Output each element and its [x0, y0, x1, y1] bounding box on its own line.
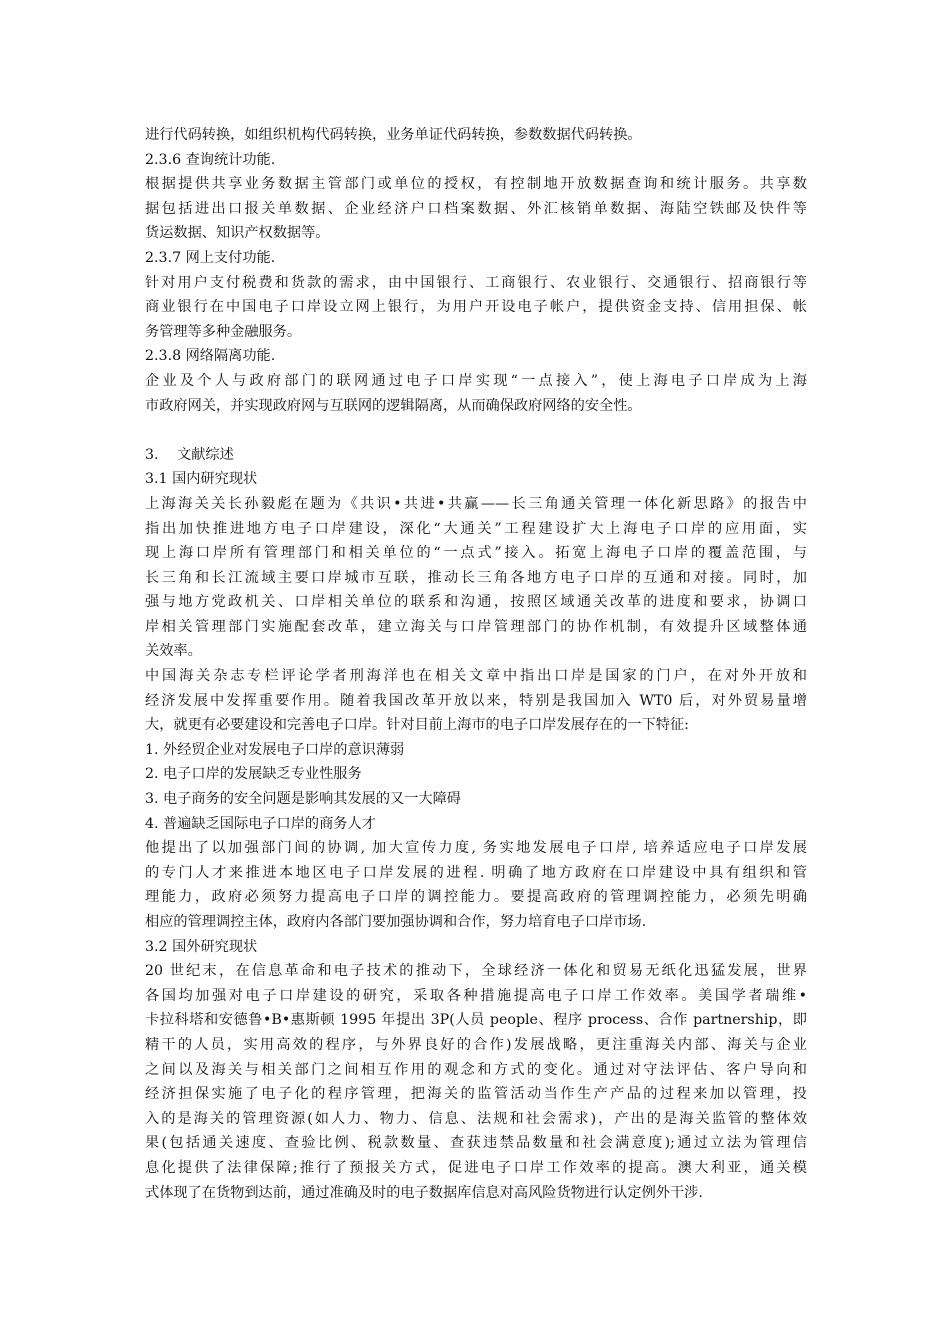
text-line: 上海海关关长孙毅彪在题为《共识•共进•共赢——长三角通关管理一体化新思路》的报告中 [145, 495, 807, 512]
text-line: 市政府网关，并实现政府网与互联网的逻辑隔离，从而确保政府网络的安全性。 [145, 397, 642, 414]
text-line: 指出加快推进地方电子口岸建设，深化“大通关”工程建设扩大上海电子口岸的应用面，实 [145, 520, 807, 537]
text-line: 各国均加强对电子口岸建设的研究，采取各种措施提高电子口岸工作效率。美国学者瑞维• [145, 987, 807, 1004]
text-line: 2. 电子口岸的发展缺乏专业性服务 [145, 766, 362, 783]
section-3-content [145, 467, 807, 1205]
paragraph [145, 836, 807, 934]
text-line: 长三角和长江流域主要口岸城市互联，推动长三角各地方电子口岸的互通和对接。同时，加 [145, 569, 807, 586]
text-line: 式体现了在货物到达前，通过准确及时的电子数据库信息对高风险货物进行认定例外干涉. [145, 1184, 703, 1201]
paragraph [145, 271, 807, 345]
section-3-heading [145, 443, 807, 468]
text-line: 理能力，政府必须努力提高电子口岸的调控能力。要提高政府的管理调控能力，必须先明确 [145, 889, 807, 906]
paragraph [145, 369, 807, 418]
paragraph [145, 664, 807, 738]
text-line: 果(包括通关速度、查验比例、税款数量、查获违禁品数量和社会满意度);通过立法为管理信 [145, 1135, 807, 1152]
paragraph [145, 467, 807, 492]
text-line: 之间以及海关与相关部门之间相互作用的观念和方式的变化。通过对守法评估、客户导向和 [145, 1061, 807, 1078]
text-line: 精干的人员，实用高效的程序，与外界良好的合作)发展战略，更注重海关内部、海关与企业 [145, 1036, 807, 1053]
text-line: 强与地方党政机关、口岸相关单位的联系和沟通，按照区域通关改革的进度和要求，协调口 [145, 594, 807, 611]
text-line: 现上海口岸所有管理部门和相关单位的“一点式”接入。拓宽上海电子口岸的覆盖范围，与 [145, 545, 807, 562]
text-line: 卡拉科塔和安德鲁•B•惠斯顿 1995 年提出 3P(人员 people、程序 process、合作 partnership，即 [145, 1012, 807, 1029]
text-line: 2.3.8 网络隔离功能. [145, 348, 276, 365]
paragraph [145, 738, 807, 763]
section-3-number: 3. [145, 446, 159, 463]
text-line: 关效率。 [145, 643, 202, 660]
text-line: 4. 普遍缺乏国际电子口岸的商务人才 [145, 815, 376, 832]
paragraph [145, 812, 807, 837]
paragraph [145, 492, 807, 664]
text-line: 3.1 国内研究现状 [145, 471, 258, 488]
text-line: 经济担保实施了电子化的程序管理，把海关的监管活动当作生产产品的过程来加以管理，投 [145, 1086, 807, 1103]
paragraph [145, 935, 807, 960]
text-line: 1. 外经贸企业对发展电子口岸的意识薄弱 [145, 741, 405, 758]
text-line: 20 世纪末，在信息革命和电子技术的推动下，全球经济一体化和贸易无纸化迅猛发展，世界 [145, 963, 807, 980]
text-line: 企业及个人与政府部门的联网通过电子口岸实现“一点接入”，使上海电子口岸成为上海 [145, 372, 807, 389]
paragraph [145, 762, 807, 787]
text-line: 入的是海关的管理资源(如人力、物力、信息、法规和社会需求)，产出的是海关监管的整体效 [145, 1110, 807, 1127]
text-line: 进行代码转换，如组织机构代码转换，业务单证代码转换，参数数据代码转换。 [145, 127, 642, 143]
text-line: 据包括进出口报关单数据、企业经济户口档案数据、外汇核销单数据、海陆空铁邮及快件等 [145, 200, 807, 217]
text-line: 息化提供了法律保障;推行了预报关方式，促进电子口岸工作效率的提高。澳大利亚，通关模 [145, 1159, 807, 1176]
section-2-3-content [145, 123, 807, 418]
paragraph [145, 959, 807, 1205]
paragraph [145, 787, 807, 812]
text-line: 2.3.6 查询统计功能. [145, 151, 276, 168]
text-line: 针对用户支付税费和货款的需求，由中国银行、工商银行、农业银行、交通银行、招商银行等 [145, 274, 807, 291]
text-line: 根据提供共享业务数据主管部门或单位的授权，有控制地开放数据查询和统计服务。共享数 [145, 176, 807, 193]
text-line: 3. 电子商务的安全问题是影响其发展的又一大障碍 [145, 791, 461, 808]
text-line: 3.2 国外研究现状 [145, 938, 258, 955]
text-line: 务管理等多种金融服务。 [145, 323, 302, 340]
blank-line [145, 418, 807, 443]
text-line: 相应的管理调控主体，政府内各部门要加强协调和合作，努力培育电子口岸市场. [145, 914, 647, 930]
text-line: 的专门人才来推进本地区电子口岸发展的进程. 明确了地方政府在口岸建设中具有组织和管 [145, 864, 807, 881]
paragraph [145, 246, 807, 271]
text-line: 大，就更有必要建设和完善电子口岸。针对目前上海市的电子口岸发展存在的一下特征: [145, 717, 689, 734]
text-line: 中国海关杂志专栏评论学者刑海洋也在相关文章中指出口岸是国家的门户，在对外开放和 [145, 668, 807, 685]
paragraph [145, 123, 807, 148]
paragraph [145, 344, 807, 369]
paragraph [145, 148, 807, 173]
document-page [145, 123, 807, 1205]
text-line: 商业银行在中国电子口岸设立网上银行，为用户开设电子帐户，提供资金支持、信用担保、帐 [145, 299, 807, 316]
text-line: 岸相关管理部门实施配套改革，建立海关与口岸管理部门的协作机制，有效提升区域整体通 [145, 618, 807, 635]
section-3-title: 文献综述 [177, 446, 234, 463]
text-line: 2.3.7 网上支付功能. [145, 249, 276, 266]
text-line: 他提出了以加强部门间的协调, 加大宣传力度, 务实地发展电子口岸, 培养适应电子口岸发展 [145, 840, 807, 857]
text-line: 经济发展中发挥重要作用。随着我国改革开放以来，特别是我国加入 WT0 后，对外贸易量增 [145, 692, 807, 709]
text-line: 货运数据、知识产权数据等。 [145, 225, 330, 242]
paragraph [145, 172, 807, 246]
